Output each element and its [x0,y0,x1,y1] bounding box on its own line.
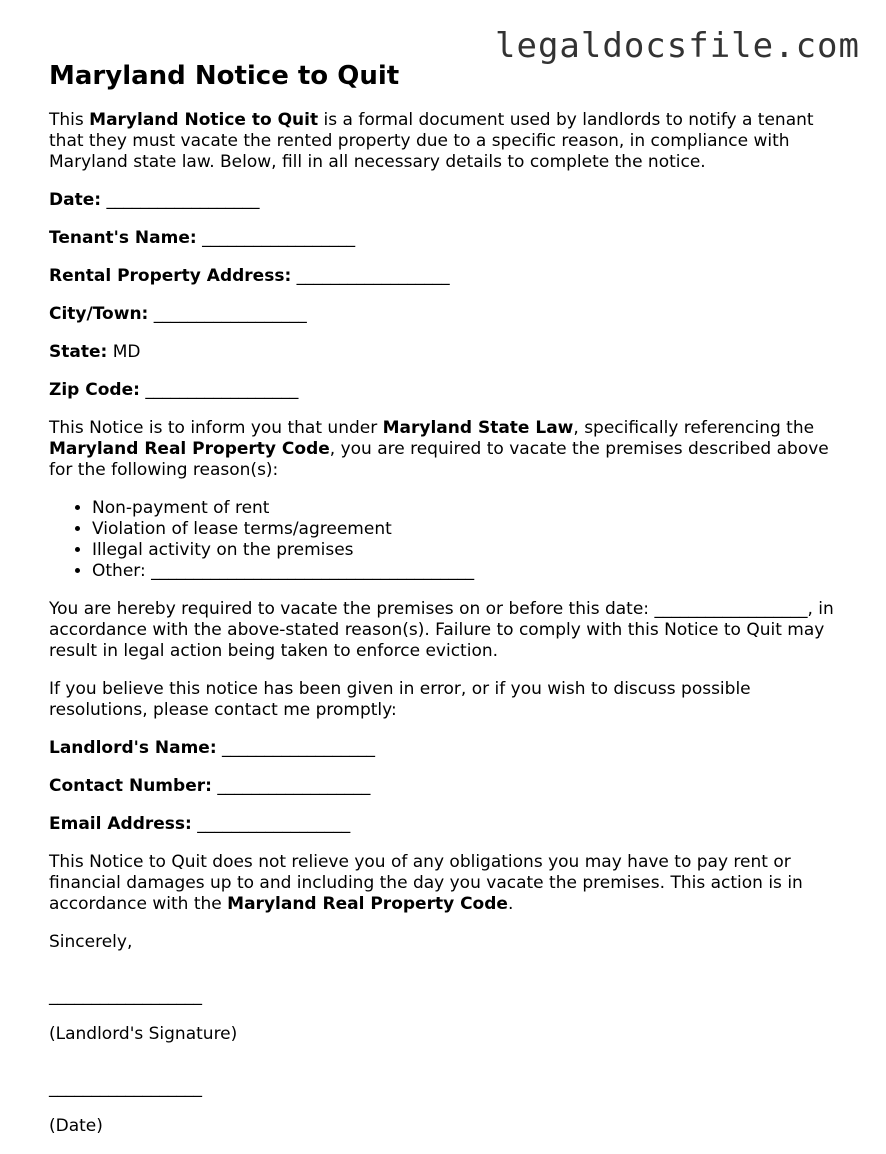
document-body [49,60,849,1154]
city-field [49,304,849,325]
state-value: MD [112,342,141,362]
date-field [49,190,849,211]
signature-caption: (Landlord's Signature) [49,1024,238,1044]
notice-bold-1: Maryland State Law [382,418,574,438]
closing-text-pre: This Notice to Quit does not relieve you of any obligations you may have to pay rent or financial damages up to and including the day you vacate the premises. This action is in accordance with the [49,852,803,914]
email-address-value[interactable]: __________________ [197,814,351,834]
intro-text-pre: This [49,110,90,130]
date-caption: (Date) [49,1116,103,1136]
intro-paragraph [49,110,849,173]
contact-number-label: Contact Number: [49,776,212,796]
date-label: Date: [49,190,102,210]
landlord-name-field [49,738,849,759]
date-value[interactable]: __________________ [106,190,260,210]
notice-text-1: This Notice is to inform you that under [49,418,383,438]
closing-paragraph [49,852,849,915]
closing-text-post: . [507,894,514,914]
contact-number-field [49,776,849,797]
notice-text-2: , specifically referencing the [573,418,815,438]
error-paragraph: If you believe this notice has been given in error, or if you wish to discuss possible resolutions, please contact me promptly: [49,679,751,720]
zip-value[interactable]: __________________ [145,380,299,400]
sincerely-text: Sincerely, [49,932,133,952]
list-item: • Illegal activity on the premises [92,540,849,561]
vacate-paragraph: You are hereby required to vacate the premises on or before this date: __________________, in accordance with the above-stated reason(s). Failure to comply with this Notice to Quit may result in legal action being taken to enforce eviction. [49,599,834,661]
landlord-name-value[interactable]: __________________ [222,738,376,758]
zip-label: Zip Code: [49,380,140,400]
notice-bold-2: Maryland Real Property Code [49,439,330,459]
signature-line[interactable]: __________________ [49,986,202,1006]
city-label: City/Town: [49,304,149,324]
landlord-name-label: Landlord's Name: [49,738,217,758]
email-address-field [49,814,849,835]
page-title: Maryland Notice to Quit [49,61,400,91]
state-field [49,342,849,363]
contact-number-value[interactable]: __________________ [217,776,371,796]
list-item: • Violation of lease terms/agreement [92,519,849,540]
tenant-name-label: Tenant's Name: [49,228,197,248]
email-address-label: Email Address: [49,814,192,834]
rental-address-value[interactable]: __________________ [296,266,450,286]
list-item: • Non-payment of rent [92,498,849,519]
tenant-name-field [49,228,849,249]
notice-text-3: , you are required to vacate the premises described above for the following reason(s): [49,439,829,480]
city-value[interactable]: __________________ [153,304,307,324]
list-item: • Other: ______________________________________ [92,561,849,582]
rental-address-field [49,266,849,287]
reasons-list [49,498,849,582]
intro-text-post: is a formal document used by landlords to notify a tenant that they must vacate the rented property due to a specific reason, in compliance with Maryland state law. Below, fill in all necessary details to complete the notice. [49,110,814,172]
tenant-name-value[interactable]: __________________ [202,228,356,248]
state-label: State: [49,342,108,362]
notice-paragraph [49,418,849,481]
zip-field [49,380,849,401]
rental-address-label: Rental Property Address: [49,266,292,286]
closing-text-bold: Maryland Real Property Code [227,894,508,914]
date-signature-line[interactable]: __________________ [49,1078,202,1098]
intro-text-bold: Maryland Notice to Quit [89,110,319,130]
watermark: legaldocsfile.com [495,26,860,66]
